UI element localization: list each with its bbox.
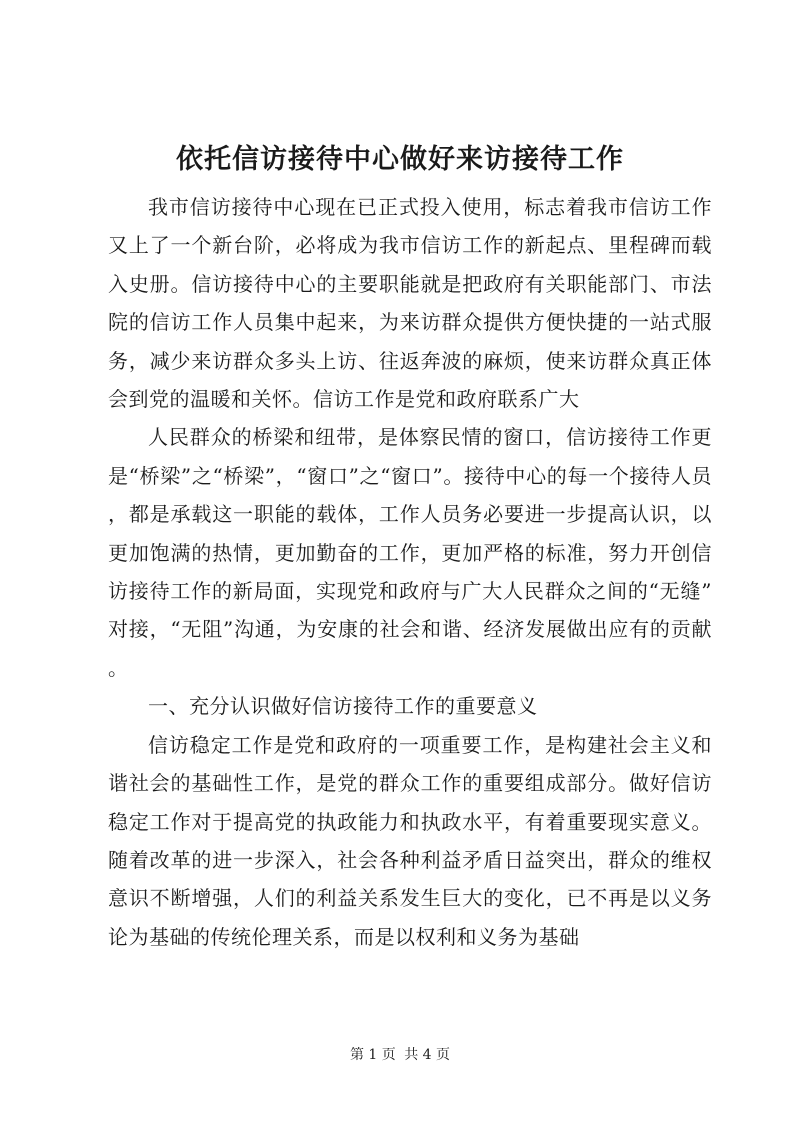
section-heading: 一、充分认识做好信访接待工作的重要意义 <box>148 694 538 719</box>
body-paragraph: 人民群众的桥梁和纽带，是体察民情的窗口，信访接待工作更是“桥梁”之“桥梁”，“窗口”之“窗口”。接待中心的每一个接待人员，都是承载这一职能的载体，工作人员务必要进一步提高认识，以更加饱满的热情，更加勤奋的工作，更加严格的标准，努力开创信访接待工作的新局面，实现党和政府与广大人民群众之间的“无缝”对接，“无阻”沟通，为安康的社会和谐、经济发展做出应有的贡献。 <box>108 425 712 680</box>
page-total: 共 4 页 <box>404 1047 451 1063</box>
document-body <box>108 188 712 956</box>
document-title: 依托信访接待中心做好来访接待工作 <box>176 144 624 175</box>
body-paragraph: 我市信访接待中心现在已正式投入使用，标志着我市信访工作又上了一个新台阶，必将成为我市信访工作的新起点、里程碑而载入史册。信访接待中心的主要职能就是把政府有关职能部门、市法院的信访工作人员集中起来，为来访群众提供方便快捷的一站式服务，减少来访群众多头上访、往返奔波的麻烦，使来访群众真正体会到党的温暖和关怀。信访工作是党和政府联系广大 <box>108 195 712 412</box>
page-number: 第 1 页 <box>349 1047 396 1063</box>
body-paragraph: 信访稳定工作是党和政府的一项重要工作，是构建社会主义和谐社会的基础性工作，是党的群众工作的重要组成部分。做好信访稳定工作对于提高党的执政能力和执政水平，有着重要现实意义。随着改革的进一步深入，社会各种利益矛盾日益突出，群众的维权意识不断增强，人们的利益关系发生巨大的变化，已不再是以义务论为基础的传统伦理关系，而是以权利和义务为基础 <box>108 732 712 949</box>
page-footer <box>0 1045 800 1065</box>
